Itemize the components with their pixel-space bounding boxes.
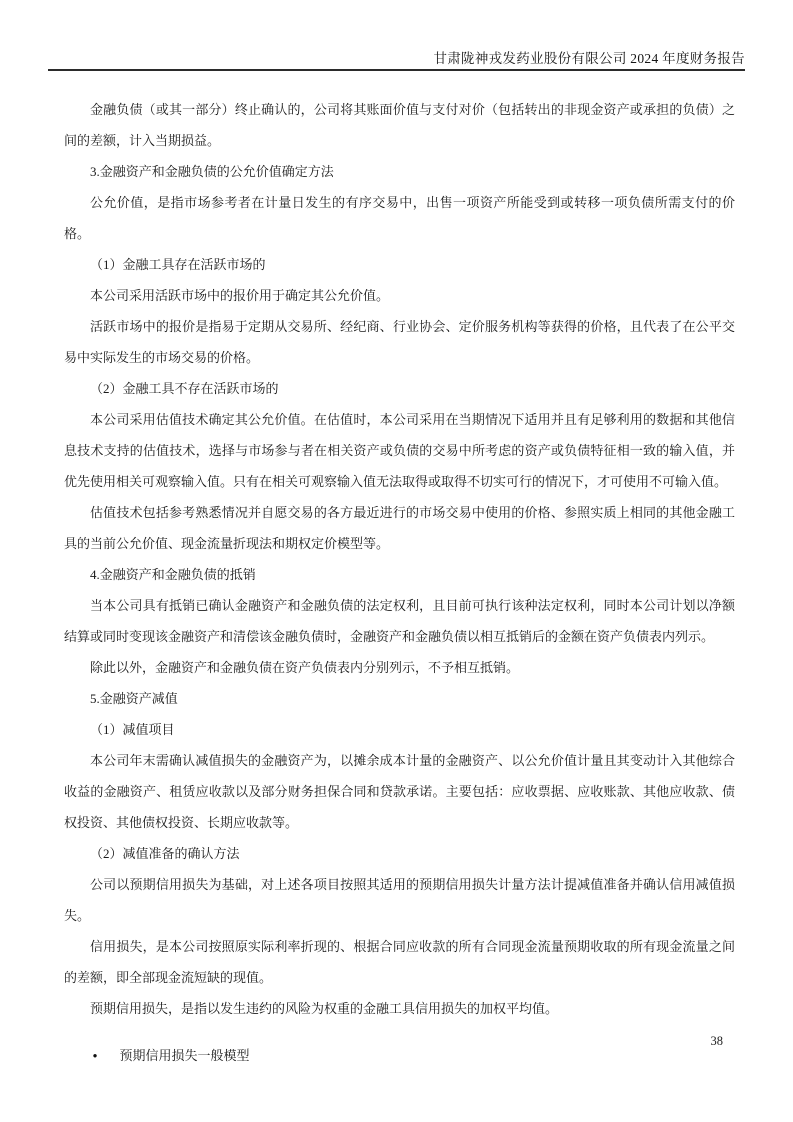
paragraph-credit-loss-definition: 信用损失，是本公司按照原实际利率折现的、根据合同应收款的所有合同现金流量预期收取的所有现金流量之间的差额，即全部现金流短缺的现值。 bbox=[64, 939, 735, 985]
page-number: 38 bbox=[710, 1034, 723, 1048]
paragraph-active-market-price: 活跃市场中的报价是指易于定期从交易所、经纪商、行业协会、定价服务机构等获得的价格，且代表了在公平交易中实际发生的市场交易的价格。 bbox=[64, 319, 735, 365]
section-heading-3-fair-value: 3.金融资产和金融负债的公允价值确定方法 bbox=[90, 164, 334, 179]
subsection-heading-no-active-market: （2）金融工具不存在活跃市场的 bbox=[90, 381, 279, 396]
paragraph-no-offsetting: 除此以外，金融资产和金融负债在资产负债表内分别列示，不予相互抵销。 bbox=[90, 660, 520, 675]
bullet-item-label: 预期信用损失一般模型 bbox=[119, 1048, 250, 1063]
paragraph-valuation-technique: 本公司采用估值技术确定其公允价值。在估值时，本公司采用在当期情况下适用并且有足够利用的数据和其他信息技术支持的估值技术，选择与市场参与者在相关资产或负债的交易中所考虑的资产或负债特征相一致的输入值，并优先使用相关可观察输入值。只有在相关可观察输入值无法取得或取得不切实可行的情况下，才可使用不可输入值。 bbox=[64, 412, 735, 489]
page-header bbox=[48, 0, 745, 71]
paragraph-impairment-scope: 本公司年末需确认减值损失的金融资产为，以摊余成本计量的金融资产、以公允价值计量且其变动计入其他综合收益的金融资产、租赁应收款以及部分财务担保合同和贷款承诺。主要包括：应收票据、应收账款、其他应收款、债权投资、其他债权投资、长期应收款等。 bbox=[64, 753, 735, 830]
subsection-heading-impairment-items: （1）减值项目 bbox=[90, 722, 175, 737]
bullet-icon: ● bbox=[92, 1051, 98, 1060]
subsection-heading-provision-method: （2）减值准备的确认方法 bbox=[90, 846, 240, 861]
document-body bbox=[64, 94, 735, 1071]
report-title: 甘肃陇神戎发药业股份有限公司 2024 年度财务报告 bbox=[433, 51, 745, 66]
paragraph-active-market-quote: 本公司采用活跃市场中的报价用于确定其公允价值。 bbox=[90, 288, 390, 303]
paragraph-ecl-definition: 预期信用损失，是指以发生违约的风险为权重的金融工具信用损失的加权平均值。 bbox=[90, 1001, 559, 1016]
paragraph-valuation-methods: 估值技术包括参考熟悉情况并自愿交易的各方最近进行的市场交易中使用的价格、参照实质上相同的其他金融工具的当前公允价值、现金流量折现法和期权定价模型等。 bbox=[64, 505, 735, 551]
section-heading-5-impairment: 5.金融资产减值 bbox=[90, 691, 178, 706]
paragraph-ecl-basis: 公司以预期信用损失为基础，对上述各项目按照其适用的预期信用损失计量方法计提减值准备并确认信用减值损失。 bbox=[64, 877, 735, 923]
section-heading-4-offsetting: 4.金融资产和金融负债的抵销 bbox=[90, 567, 256, 582]
paragraph-fair-value-definition: 公允价值，是指市场参考者在计量日发生的有序交易中，出售一项资产所能受到或转移一项负债所需支付的价格。 bbox=[64, 195, 735, 241]
subsection-heading-active-market: （1）金融工具存在活跃市场的 bbox=[90, 257, 266, 272]
bullet-item-ecl-general-model bbox=[64, 1040, 735, 1071]
paragraph-derecognition-liability: 金融负债（或其一部分）终止确认的，公司将其账面价值与支付对价（包括转出的非现金资产或承担的负债）之间的差额，计入当期损益。 bbox=[64, 102, 735, 148]
paragraph-offsetting-conditions: 当本公司具有抵销已确认金融资产和金融负债的法定权利，且目前可执行该种法定权利，同时本公司计划以净额结算或同时变现该金融资产和清偿该金融负债时，金融资产和金融负债以相互抵销后的金额在资产负债表内列示。 bbox=[64, 598, 735, 644]
